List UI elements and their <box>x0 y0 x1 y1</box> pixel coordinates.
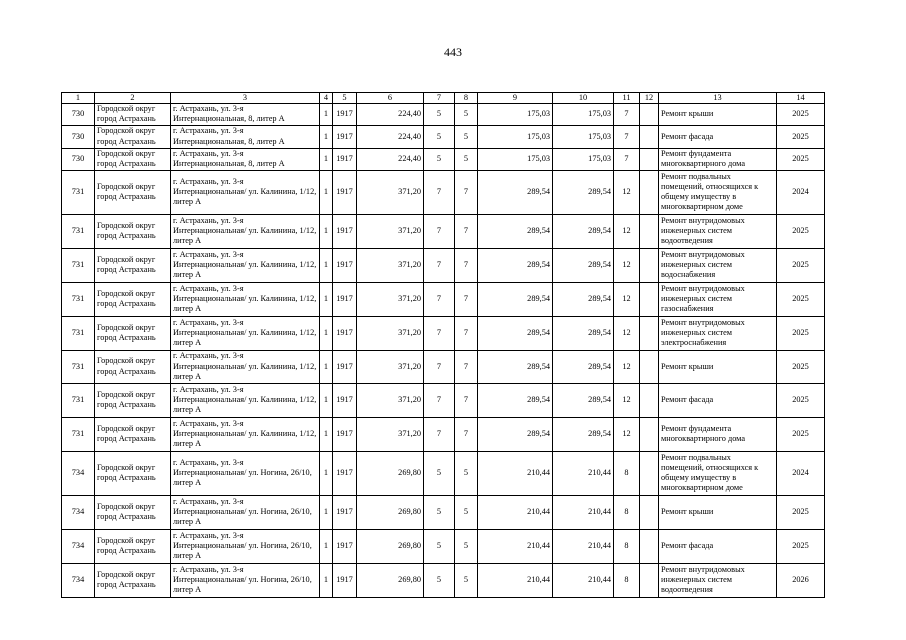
col12-cell <box>640 148 659 170</box>
year-cell: 1917 <box>333 563 357 597</box>
column-header: 2 <box>95 93 171 104</box>
col11-cell: 12 <box>614 214 640 248</box>
area-cell: 371,20 <box>357 417 424 451</box>
table-row <box>62 417 825 451</box>
year-cell: 1917 <box>333 495 357 529</box>
col11-cell: 12 <box>614 383 640 417</box>
district-cell: Городской округ город Астрахань <box>95 282 171 316</box>
col10-cell: 289,54 <box>553 383 614 417</box>
col12-cell <box>640 170 659 214</box>
col4-cell: 1 <box>320 316 333 350</box>
col9-cell: 289,54 <box>478 350 553 383</box>
work-type-cell: Ремонт внутридомовых инженерных систем электроснабжения <box>659 316 777 350</box>
column-header: 4 <box>320 93 333 104</box>
year-cell: 1917 <box>333 529 357 563</box>
area-cell: 371,20 <box>357 282 424 316</box>
address-cell: г. Астрахань, ул. 3-я Интернациональная/ ул. Калинина, 1/12, литер А <box>171 417 320 451</box>
col10-cell: 210,44 <box>553 529 614 563</box>
table-row <box>62 148 825 170</box>
district-cell: Городской округ город Астрахань <box>95 563 171 597</box>
work-type-cell: Ремонт внутридомовых инженерных систем газоснабжения <box>659 282 777 316</box>
col12-cell <box>640 316 659 350</box>
col11-cell: 12 <box>614 316 640 350</box>
table-row <box>62 316 825 350</box>
table-row <box>62 529 825 563</box>
plan-year-cell: 2024 <box>777 170 825 214</box>
plan-year-cell: 2025 <box>777 125 825 148</box>
col4-cell: 1 <box>320 350 333 383</box>
col11-cell: 12 <box>614 417 640 451</box>
district-cell: Городской округ город Астрахань <box>95 248 171 282</box>
area-cell: 269,80 <box>357 451 424 495</box>
col12-cell <box>640 563 659 597</box>
area-cell: 269,80 <box>357 563 424 597</box>
row-number-cell: 730 <box>62 125 95 148</box>
plan-year-cell: 2025 <box>777 350 825 383</box>
address-cell: г. Астрахань, ул. 3-я Интернациональная/ ул. Ногина, 26/10, литер А <box>171 451 320 495</box>
col4-cell: 1 <box>320 170 333 214</box>
col7-cell: 5 <box>424 495 455 529</box>
address-cell: г. Астрахань, ул. 3-я Интернациональная/ ул. Калинина, 1/12, литер А <box>171 282 320 316</box>
address-cell: г. Астрахань, ул. 3-я Интернациональная/ ул. Калинина, 1/12, литер А <box>171 248 320 282</box>
row-number-cell: 734 <box>62 529 95 563</box>
col12-cell <box>640 248 659 282</box>
col12-cell <box>640 282 659 316</box>
work-type-cell: Ремонт крыши <box>659 350 777 383</box>
table-body <box>62 104 825 597</box>
plan-year-cell: 2025 <box>777 214 825 248</box>
work-type-cell: Ремонт подвальных помещений, относящихся к общему имуществу в многоквартирном доме <box>659 451 777 495</box>
plan-year-cell: 2025 <box>777 417 825 451</box>
col10-cell: 210,44 <box>553 451 614 495</box>
work-type-cell: Ремонт крыши <box>659 104 777 125</box>
col9-cell: 175,03 <box>478 148 553 170</box>
plan-year-cell: 2025 <box>777 148 825 170</box>
plan-year-cell: 2025 <box>777 495 825 529</box>
area-cell: 371,20 <box>357 383 424 417</box>
col4-cell: 1 <box>320 451 333 495</box>
row-number-cell: 731 <box>62 282 95 316</box>
district-cell: Городской округ город Астрахань <box>95 104 171 125</box>
column-header: 10 <box>553 93 614 104</box>
page-number: 443 <box>444 45 462 59</box>
table-row <box>62 282 825 316</box>
col8-cell: 7 <box>455 282 478 316</box>
col4-cell: 1 <box>320 125 333 148</box>
col11-cell: 8 <box>614 563 640 597</box>
col9-cell: 289,54 <box>478 417 553 451</box>
col8-cell: 7 <box>455 170 478 214</box>
table-row <box>62 563 825 597</box>
col9-cell: 175,03 <box>478 125 553 148</box>
col9-cell: 289,54 <box>478 248 553 282</box>
district-cell: Городской округ город Астрахань <box>95 214 171 248</box>
area-cell: 224,40 <box>357 125 424 148</box>
column-header: 3 <box>171 93 320 104</box>
col10-cell: 289,54 <box>553 248 614 282</box>
table-row <box>62 350 825 383</box>
table-row <box>62 214 825 248</box>
area-cell: 224,40 <box>357 104 424 125</box>
col11-cell: 12 <box>614 248 640 282</box>
district-cell: Городской округ город Астрахань <box>95 170 171 214</box>
col11-cell: 7 <box>614 125 640 148</box>
row-number-cell: 731 <box>62 350 95 383</box>
column-header: 13 <box>659 93 777 104</box>
col7-cell: 7 <box>424 170 455 214</box>
col4-cell: 1 <box>320 529 333 563</box>
district-cell: Городской округ город Астрахань <box>95 350 171 383</box>
row-number-cell: 730 <box>62 104 95 125</box>
col11-cell: 12 <box>614 282 640 316</box>
column-header: 7 <box>424 93 455 104</box>
year-cell: 1917 <box>333 148 357 170</box>
capital-repair-table <box>61 92 825 598</box>
area-cell: 224,40 <box>357 148 424 170</box>
row-number-cell: 731 <box>62 248 95 282</box>
work-type-cell: Ремонт внутридомовых инженерных систем водоотведения <box>659 214 777 248</box>
col4-cell: 1 <box>320 282 333 316</box>
area-cell: 371,20 <box>357 350 424 383</box>
year-cell: 1917 <box>333 248 357 282</box>
col12-cell <box>640 383 659 417</box>
col7-cell: 7 <box>424 316 455 350</box>
col11-cell: 8 <box>614 451 640 495</box>
row-number-cell: 731 <box>62 214 95 248</box>
address-cell: г. Астрахань, ул. 3-я Интернациональная/ ул. Калинина, 1/12, литер А <box>171 350 320 383</box>
year-cell: 1917 <box>333 350 357 383</box>
district-cell: Городской округ город Астрахань <box>95 148 171 170</box>
col7-cell: 5 <box>424 529 455 563</box>
address-cell: г. Астрахань, ул. 3-я Интернациональная/ ул. Ногина, 26/10, литер А <box>171 563 320 597</box>
plan-year-cell: 2024 <box>777 451 825 495</box>
work-type-cell: Ремонт фундамента многоквартирного дома <box>659 417 777 451</box>
column-header: 5 <box>333 93 357 104</box>
plan-year-cell: 2025 <box>777 383 825 417</box>
year-cell: 1917 <box>333 170 357 214</box>
col8-cell: 7 <box>455 417 478 451</box>
plan-year-cell: 2025 <box>777 316 825 350</box>
district-cell: Городской округ город Астрахань <box>95 495 171 529</box>
year-cell: 1917 <box>333 383 357 417</box>
area-cell: 371,20 <box>357 170 424 214</box>
work-type-cell: Ремонт фундамента многоквартирного дома <box>659 148 777 170</box>
col7-cell: 5 <box>424 125 455 148</box>
year-cell: 1917 <box>333 417 357 451</box>
table-row <box>62 248 825 282</box>
district-cell: Городской округ город Астрахань <box>95 417 171 451</box>
table-row <box>62 104 825 125</box>
col7-cell: 5 <box>424 451 455 495</box>
col10-cell: 175,03 <box>553 148 614 170</box>
area-cell: 269,80 <box>357 529 424 563</box>
row-number-cell: 730 <box>62 148 95 170</box>
col7-cell: 5 <box>424 148 455 170</box>
col10-cell: 289,54 <box>553 214 614 248</box>
col11-cell: 8 <box>614 529 640 563</box>
column-header: 9 <box>478 93 553 104</box>
col9-cell: 210,44 <box>478 451 553 495</box>
year-cell: 1917 <box>333 125 357 148</box>
col7-cell: 7 <box>424 282 455 316</box>
col7-cell: 7 <box>424 248 455 282</box>
plan-year-cell: 2025 <box>777 104 825 125</box>
address-cell: г. Астрахань, ул. 3-я Интернациональная/ ул. Ногина, 26/10, литер А <box>171 529 320 563</box>
year-cell: 1917 <box>333 451 357 495</box>
row-number-cell: 734 <box>62 563 95 597</box>
row-number-cell: 731 <box>62 417 95 451</box>
plan-year-cell: 2026 <box>777 563 825 597</box>
district-cell: Городской округ город Астрахань <box>95 383 171 417</box>
col8-cell: 5 <box>455 529 478 563</box>
plan-year-cell: 2025 <box>777 248 825 282</box>
col4-cell: 1 <box>320 563 333 597</box>
table-row <box>62 383 825 417</box>
col7-cell: 7 <box>424 214 455 248</box>
col4-cell: 1 <box>320 383 333 417</box>
work-type-cell: Ремонт фасада <box>659 383 777 417</box>
address-cell: г. Астрахань, ул. 3-я Интернациональная, 8, литер А <box>171 125 320 148</box>
col8-cell: 7 <box>455 316 478 350</box>
col10-cell: 175,03 <box>553 125 614 148</box>
address-cell: г. Астрахань, ул. 3-я Интернациональная/ ул. Калинина, 1/12, литер А <box>171 214 320 248</box>
col7-cell: 7 <box>424 383 455 417</box>
plan-year-cell: 2025 <box>777 529 825 563</box>
district-cell: Городской округ город Астрахань <box>95 125 171 148</box>
row-number-cell: 731 <box>62 170 95 214</box>
col4-cell: 1 <box>320 248 333 282</box>
column-header: 12 <box>640 93 659 104</box>
column-header: 1 <box>62 93 95 104</box>
area-cell: 371,20 <box>357 214 424 248</box>
col8-cell: 7 <box>455 383 478 417</box>
address-cell: г. Астрахань, ул. 3-я Интернациональная/ ул. Калинина, 1/12, литер А <box>171 316 320 350</box>
column-header: 14 <box>777 93 825 104</box>
year-cell: 1917 <box>333 316 357 350</box>
work-type-cell: Ремонт крыши <box>659 495 777 529</box>
col8-cell: 5 <box>455 104 478 125</box>
col7-cell: 7 <box>424 350 455 383</box>
col11-cell: 12 <box>614 350 640 383</box>
col9-cell: 289,54 <box>478 282 553 316</box>
col9-cell: 175,03 <box>478 104 553 125</box>
area-cell: 371,20 <box>357 316 424 350</box>
col12-cell <box>640 104 659 125</box>
col11-cell: 12 <box>614 170 640 214</box>
address-cell: г. Астрахань, ул. 3-я Интернациональная/ ул. Ногина, 26/10, литер А <box>171 495 320 529</box>
col12-cell <box>640 529 659 563</box>
column-number-row <box>62 93 825 104</box>
col11-cell: 8 <box>614 495 640 529</box>
col7-cell: 7 <box>424 417 455 451</box>
column-header: 8 <box>455 93 478 104</box>
col8-cell: 5 <box>455 125 478 148</box>
col7-cell: 5 <box>424 563 455 597</box>
plan-year-cell: 2025 <box>777 282 825 316</box>
col9-cell: 210,44 <box>478 495 553 529</box>
col9-cell: 210,44 <box>478 563 553 597</box>
column-header: 6 <box>357 93 424 104</box>
col7-cell: 5 <box>424 104 455 125</box>
year-cell: 1917 <box>333 214 357 248</box>
col10-cell: 289,54 <box>553 282 614 316</box>
table-row <box>62 125 825 148</box>
table-row <box>62 451 825 495</box>
address-cell: г. Астрахань, ул. 3-я Интернациональная, 8, литер А <box>171 104 320 125</box>
year-cell: 1917 <box>333 104 357 125</box>
col8-cell: 7 <box>455 248 478 282</box>
col9-cell: 289,54 <box>478 214 553 248</box>
col8-cell: 5 <box>455 148 478 170</box>
col4-cell: 1 <box>320 495 333 529</box>
col9-cell: 289,54 <box>478 170 553 214</box>
address-cell: г. Астрахань, ул. 3-я Интернациональная/ ул. Калинина, 1/12, литер А <box>171 383 320 417</box>
col12-cell <box>640 451 659 495</box>
area-cell: 371,20 <box>357 248 424 282</box>
col8-cell: 5 <box>455 495 478 529</box>
address-cell: г. Астрахань, ул. 3-я Интернациональная, 8, литер А <box>171 148 320 170</box>
row-number-cell: 734 <box>62 451 95 495</box>
col11-cell: 7 <box>614 148 640 170</box>
row-number-cell: 731 <box>62 383 95 417</box>
work-type-cell: Ремонт внутридомовых инженерных систем водоснабжения <box>659 248 777 282</box>
col10-cell: 289,54 <box>553 170 614 214</box>
col12-cell <box>640 214 659 248</box>
col10-cell: 210,44 <box>553 495 614 529</box>
col8-cell: 7 <box>455 350 478 383</box>
year-cell: 1917 <box>333 282 357 316</box>
col12-cell <box>640 417 659 451</box>
col4-cell: 1 <box>320 214 333 248</box>
district-cell: Городской округ город Астрахань <box>95 529 171 563</box>
table-row <box>62 170 825 214</box>
work-type-cell: Ремонт фасада <box>659 529 777 563</box>
col9-cell: 210,44 <box>478 529 553 563</box>
col4-cell: 1 <box>320 148 333 170</box>
work-type-cell: Ремонт подвальных помещений, относящихся к общему имуществу в многоквартирном доме <box>659 170 777 214</box>
address-cell: г. Астрахань, ул. 3-я Интернациональная/ ул. Калинина, 1/12, литер А <box>171 170 320 214</box>
column-header: 11 <box>614 93 640 104</box>
row-number-cell: 731 <box>62 316 95 350</box>
col9-cell: 289,54 <box>478 316 553 350</box>
row-number-cell: 734 <box>62 495 95 529</box>
col12-cell <box>640 350 659 383</box>
col12-cell <box>640 495 659 529</box>
district-cell: Городской округ город Астрахань <box>95 451 171 495</box>
col8-cell: 5 <box>455 563 478 597</box>
col11-cell: 7 <box>614 104 640 125</box>
district-cell: Городской округ город Астрахань <box>95 316 171 350</box>
work-type-cell: Ремонт внутридомовых инженерных систем водоотведения <box>659 563 777 597</box>
col8-cell: 7 <box>455 214 478 248</box>
col10-cell: 289,54 <box>553 350 614 383</box>
col10-cell: 289,54 <box>553 417 614 451</box>
area-cell: 269,80 <box>357 495 424 529</box>
col4-cell: 1 <box>320 417 333 451</box>
col12-cell <box>640 125 659 148</box>
col4-cell: 1 <box>320 104 333 125</box>
table-row <box>62 495 825 529</box>
col10-cell: 210,44 <box>553 563 614 597</box>
col10-cell: 175,03 <box>553 104 614 125</box>
col9-cell: 289,54 <box>478 383 553 417</box>
work-type-cell: Ремонт фасада <box>659 125 777 148</box>
col8-cell: 5 <box>455 451 478 495</box>
col10-cell: 289,54 <box>553 316 614 350</box>
